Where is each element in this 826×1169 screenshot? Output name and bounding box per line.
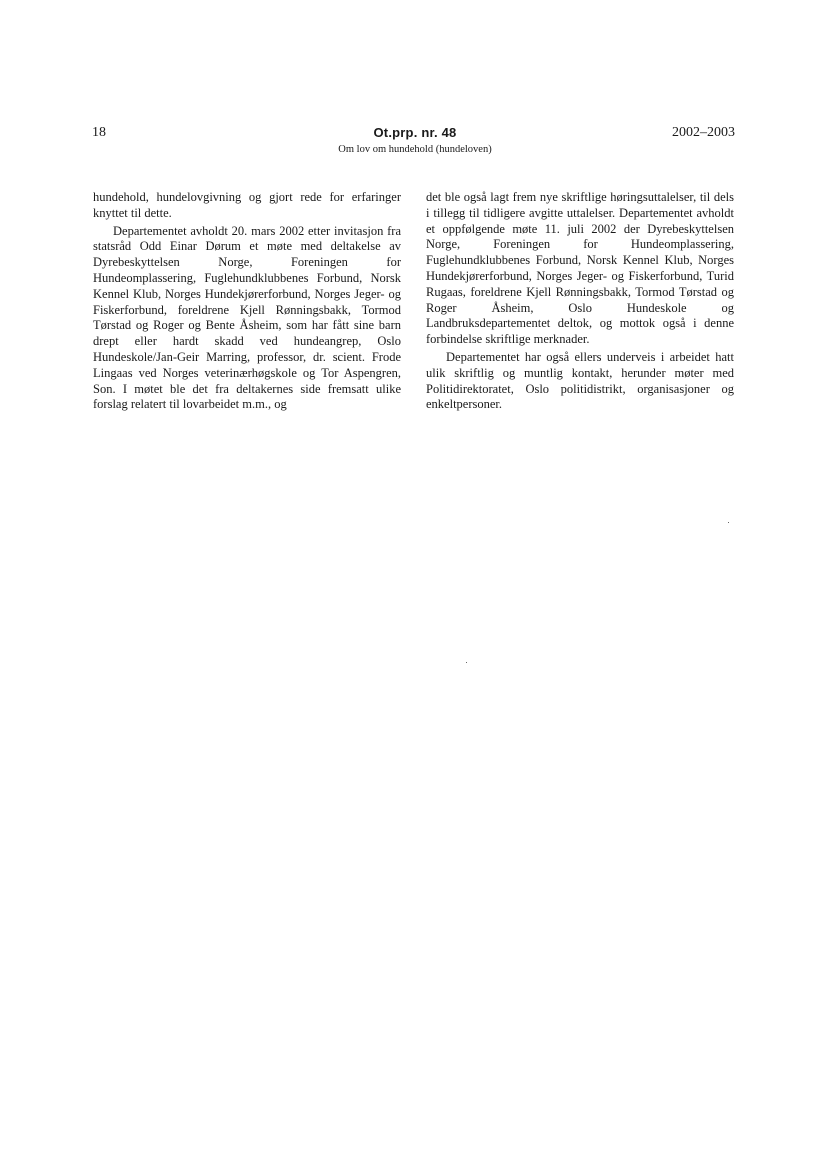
running-header <box>290 125 540 157</box>
paragraph-other-contact: Departementet har også ellers underveis i arbeidet hatt ulik skriftlig og muntlig kontakt, herunder møter med Politidirektoratet, Oslo politidistrikt, organisasjoner og enkeltpersoner. <box>426 349 734 412</box>
scan-speck <box>728 522 729 523</box>
paragraph-meeting-march: Departementet avholdt 20. mars 2002 etter invitasjon fra statsråd Odd Einar Dørum et møte med deltakelse av Dyrebeskyttelsen Norge, Foreningen for Hundeomplassering, Fuglehundklubbenes Forbund, Norsk Kennel Klub, Norges Hundekjørerforbund, Norges Jeger- og Fiskerforbund, foreldrene Kjell Rønningsbakk, Tormod Tørstad og Roger og Bente Åsheim, som har fått sine barn drept eller hardt skadd ved hundeangrep, Oslo Hundeskole/Jan-Geir Marring, professor, dr. scient. Frode Lingaas ved Norges veterinærhøgskole og Tor Aspengren, Son. I møtet ble det fra deltakernes side fremsatt ulike forslag relatert til lovarbeidet m.m., og <box>93 223 401 412</box>
paragraph-meeting-july: det ble også lagt frem nye skriftlige høringsuttalelser, til dels i tillegg til tidligere avgitte uttalelser. Departementet avholdt et oppfølgende møte 11. juli 2002 der Dyrebeskyttelsen Norge, Foreningen for Hundeomplassering, Fuglehundklubbenes Forbund, Norsk Kennel Klub, Norges Hundekjørerforbund, Norges Jeger- og Fiskerforbund, Turid Rugaas, foreldrene Kjell Rønningsbakk, Tormod Tørstad og Roger Åsheim, Oslo Hundeskole og Landbruksdepartementet deltok, og mottok også i denne forbindelse skriftlige merknader. <box>426 190 734 347</box>
right-text-column <box>426 190 734 413</box>
document-subtitle: Om lov om hundehold (hundeloven) <box>338 144 492 155</box>
session-years: 2002–2003 <box>672 125 735 140</box>
page-number: 18 <box>92 125 106 140</box>
document-title: Ot.prp. nr. 48 <box>373 125 457 140</box>
left-text-column <box>93 190 401 413</box>
scan-speck <box>466 662 467 663</box>
paragraph-continuation: hundehold, hundelovgivning og gjort rede for erfaringer knyttet til dette. <box>93 190 401 220</box>
